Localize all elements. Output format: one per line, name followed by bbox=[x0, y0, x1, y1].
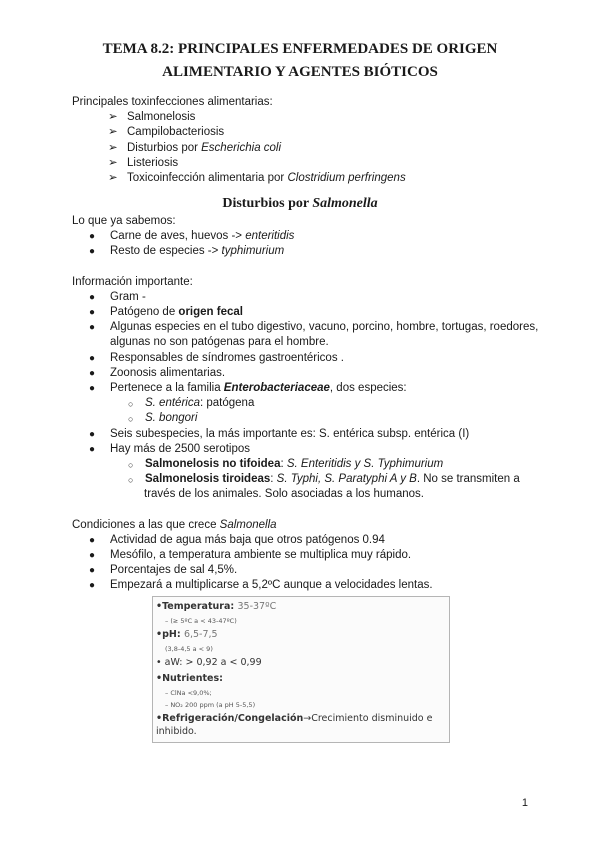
list-item: ● Gram - bbox=[72, 290, 542, 305]
list-item: ● Resto de especies -> typhimurium bbox=[72, 244, 542, 259]
list-item: ● Carne de aves, huevos -> enteritidis bbox=[72, 229, 542, 244]
circle-bullet-icon: ○ bbox=[128, 475, 134, 486]
list-item: ➢ Campilobacteriosis bbox=[72, 125, 542, 140]
intro-list bbox=[72, 110, 542, 186]
circle-bullet-icon: ○ bbox=[128, 460, 134, 471]
list-item: ● Pertenece a la familia Enterobacteriaceae, dos especies: ○ S. entérica: patógena ○ S. bongori bbox=[72, 381, 542, 427]
figure-nutrients-sub-2: – NO₂ 200 ppm (a pH 5-5,5) bbox=[165, 701, 256, 709]
info-heading: Información importante: bbox=[72, 275, 193, 288]
list-item: ➢ Toxicoinfección alimentaria por Clostridium perfringens bbox=[72, 171, 542, 186]
title-line-1: TEMA 8.2: PRINCIPALES ENFERMEDADES DE ORIGEN bbox=[102, 41, 498, 57]
figure-ph: •pH: 6,5-7,5 bbox=[156, 629, 218, 640]
list-item: ● Zoonosis alimentarias. bbox=[72, 366, 542, 381]
dot-bullet-icon: ● bbox=[89, 322, 96, 334]
list-item: ○ S. entérica: patógena bbox=[72, 396, 542, 411]
list-item: ● Actividad de agua más baja que otros patógenos 0.94 bbox=[72, 533, 542, 548]
dot-bullet-icon: ● bbox=[89, 383, 96, 395]
arrow-bullet-icon: ➢ bbox=[108, 126, 118, 139]
figure-nutrients: •Nutrientes: bbox=[156, 673, 223, 684]
figure-ph-sub: (3,8-4,5 a < 9) bbox=[165, 645, 213, 653]
list-item: ➢ Salmonelosis bbox=[72, 110, 542, 125]
growth-conditions-figure bbox=[152, 596, 450, 743]
circle-bullet-icon: ○ bbox=[128, 399, 134, 410]
list-item: ● Porcentajes de sal 4,5%. bbox=[72, 563, 542, 578]
conditions-heading: Condiciones a las que crece Salmonella bbox=[72, 518, 277, 531]
dot-bullet-icon: ● bbox=[89, 565, 96, 577]
list-item: ● Seis subespecies, la más importante es: S. entérica subsp. entérica (I) bbox=[72, 427, 542, 442]
known-list bbox=[72, 229, 542, 259]
content-body bbox=[72, 214, 542, 594]
arrow-bullet-icon: ➢ bbox=[108, 141, 118, 154]
dot-bullet-icon: ● bbox=[89, 291, 96, 303]
dot-bullet-icon: ● bbox=[89, 246, 96, 258]
list-item: ● Patógeno de origen fecal bbox=[72, 305, 542, 320]
dot-bullet-icon: ● bbox=[89, 367, 96, 379]
intro-heading: Principales toxinfecciones alimentarias: bbox=[72, 96, 273, 108]
list-item: ○ Salmonelosis no tifoidea: S. Enteritidis y S. Typhimurium bbox=[72, 457, 542, 472]
figure-nutrients-sub-1: – ClNa <9,0%; bbox=[165, 689, 212, 697]
dot-bullet-icon: ● bbox=[89, 580, 96, 592]
dot-bullet-icon: ● bbox=[89, 352, 96, 364]
info-list bbox=[72, 290, 542, 503]
list-item: ○ S. bongori bbox=[72, 411, 542, 426]
arrow-bullet-icon: ➢ bbox=[108, 172, 118, 185]
figure-aw: • aW: > 0,92 a < 0,99 bbox=[156, 657, 262, 668]
species-sublist bbox=[72, 396, 542, 426]
list-item: ● Responsables de síndromes gastroentéricos . bbox=[72, 351, 542, 366]
serotype-sublist bbox=[72, 457, 542, 487]
known-heading: Lo que ya sabemos: bbox=[72, 215, 176, 227]
conditions-list bbox=[72, 533, 542, 594]
dot-bullet-icon: ● bbox=[89, 307, 96, 319]
figure-refrigeration: •Refrigeración/Congelación→Crecimiento disminuido e bbox=[156, 713, 433, 724]
dot-bullet-icon: ● bbox=[89, 443, 96, 455]
intro-section bbox=[72, 95, 542, 186]
dot-bullet-icon: ● bbox=[89, 534, 96, 546]
dot-bullet-icon: ● bbox=[89, 550, 96, 562]
list-item: ● Algunas especies en el tubo digestivo, vacuno, porcino, hombre, tortugas, roedores, algunas no son patógenas para el hombre. bbox=[89, 321, 539, 349]
list-item: ● Hay más de 2500 serotipos ○ Salmonelosis no tifoidea: S. Enteritidis y S. Typhimurium ○ Salmonelosis tiroideas: S. Typhi, S. Paratyphi A y B. No se transmiten a través de los animales. Solo asociadas a los humanos. bbox=[72, 442, 542, 503]
list-item: ● Mesófilo, a temperatura ambiente se multiplica muy rápido. bbox=[72, 548, 542, 563]
arrow-bullet-icon: ➢ bbox=[108, 156, 118, 169]
document-title bbox=[0, 38, 600, 84]
title-line-2: ALIMENTARIO Y AGENTES BIÓTICOS bbox=[162, 64, 438, 80]
list-item: ● Empezará a multiplicarse a 5,2ºC aunque a velocidades lentas. bbox=[72, 578, 542, 593]
figure-temperature-sub: – (≥ 5ºC a < 43-47ºC) bbox=[165, 617, 237, 625]
page-number: 1 bbox=[521, 797, 528, 809]
list-item: ○ Salmonelosis tiroideas: S. Typhi, S. Paratyphi A y B. No se transmiten a bbox=[72, 472, 542, 487]
dot-bullet-icon: ● bbox=[89, 231, 96, 243]
serotype-note: través de los animales. Solo asociadas a los humanos. bbox=[144, 488, 424, 501]
dot-bullet-icon: ● bbox=[89, 428, 96, 440]
section-title: Disturbios por Salmonella bbox=[222, 196, 378, 211]
circle-bullet-icon: ○ bbox=[128, 414, 134, 425]
figure-temperature: •Temperatura: 35-37ºC bbox=[156, 601, 277, 612]
list-item: ➢ Listeriosis bbox=[72, 156, 542, 171]
figure-refrigeration-line-2: inhibido. bbox=[156, 726, 197, 737]
arrow-bullet-icon: ➢ bbox=[108, 111, 118, 124]
list-item: ➢ Disturbios por Escherichia coli bbox=[72, 141, 542, 156]
